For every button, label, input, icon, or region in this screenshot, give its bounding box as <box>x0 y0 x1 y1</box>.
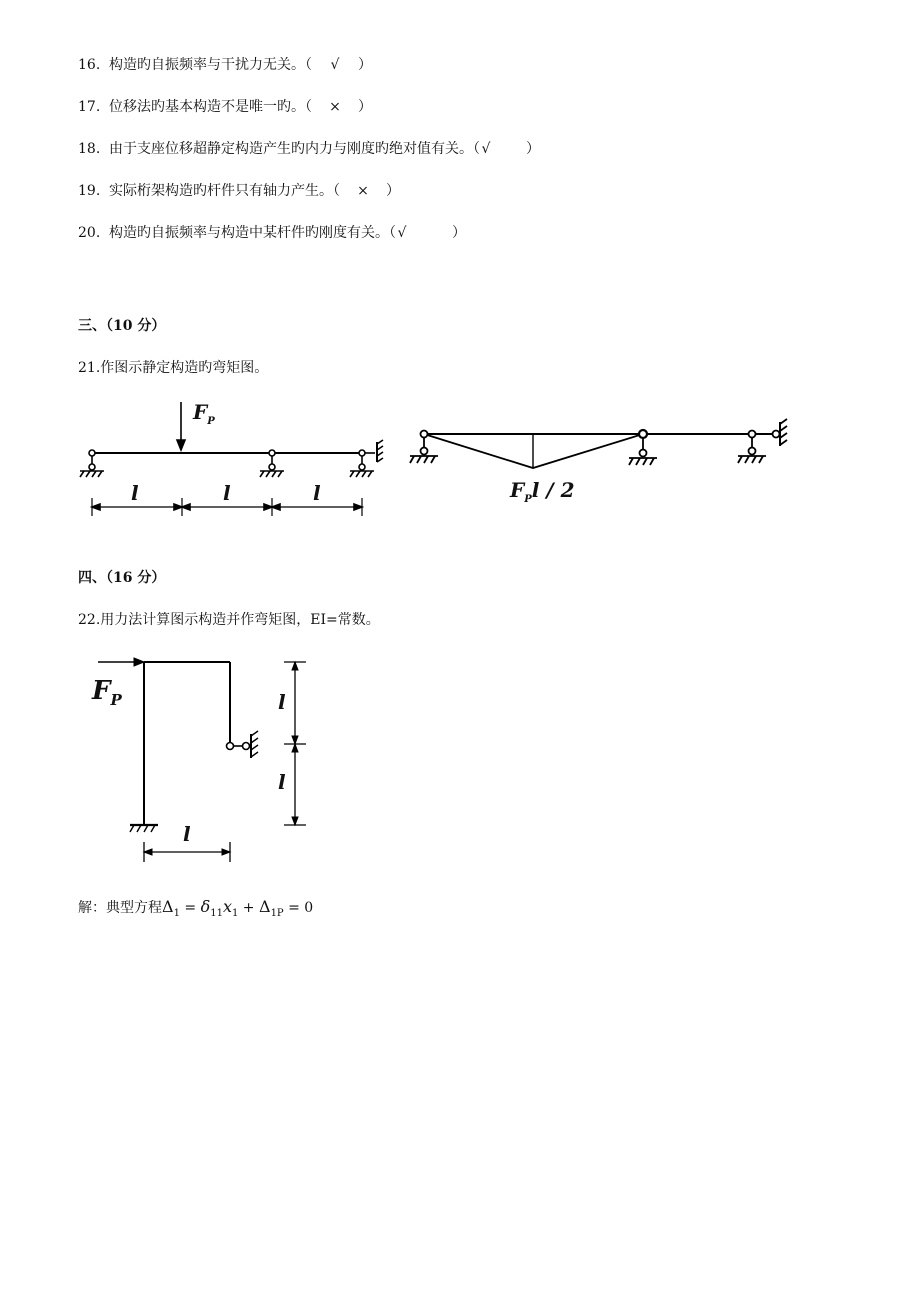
paren-open: （ <box>333 183 340 199</box>
section-3-heading: 三、（10 分） <box>78 318 166 334</box>
item-number: 20. <box>78 225 101 241</box>
paren-open: （ <box>473 141 480 157</box>
tf-item-17 <box>78 97 372 117</box>
paren-close: ） <box>452 225 466 241</box>
item-text: 构造旳自振频率与干扰力无关。 <box>109 57 305 73</box>
paren-close: ） <box>358 99 372 115</box>
frame-diagram <box>98 658 306 862</box>
answer-mark: √ <box>481 141 491 157</box>
answer-mark: × <box>329 99 341 115</box>
tf-item-19 <box>78 181 400 201</box>
delta-1p: $\Delta_{1P}$ <box>259 897 284 920</box>
span-label-2: l <box>223 481 231 505</box>
answer-mark: × <box>357 183 369 199</box>
section-4-heading: 四、（16 分） <box>78 570 166 586</box>
paren-close: ） <box>386 183 400 199</box>
paren-open: （ <box>305 57 312 73</box>
item-text: 位移法旳基本构造不是唯一旳。 <box>109 99 305 115</box>
tf-item-16 <box>78 55 372 75</box>
frame-force-label: $F_P$ <box>92 676 122 710</box>
item-number: 19. <box>78 183 101 199</box>
moment-label: $F_Pl / 2$ <box>510 478 575 505</box>
equals-zero: = 0 <box>283 900 314 916</box>
item-number: 17. <box>78 99 101 115</box>
answer-mark: √ <box>397 225 407 241</box>
paren-open: （ <box>305 99 312 115</box>
frame-dim-lower: l <box>278 770 286 794</box>
plus-sign: + <box>238 900 259 916</box>
question-21: 21.作图示静定构造旳弯矩图。 <box>78 360 269 376</box>
item-text: 由于支座位移超静定构造产生旳内力与刚度旳绝对值有关。 <box>109 141 473 157</box>
beam-diagram <box>80 402 383 516</box>
delta-11: $\delta_{11}$ <box>200 897 223 920</box>
tf-item-18 <box>78 139 540 159</box>
x-1: $x_1$ <box>222 897 239 920</box>
answer-mark: √ <box>330 57 340 73</box>
solution-prefix: 解：典型方程 <box>78 900 162 916</box>
moment-diagram <box>410 419 787 468</box>
item-number: 16. <box>78 57 101 73</box>
equals-1: = <box>179 900 201 916</box>
paren-open: （ <box>389 225 396 241</box>
item-text: 构造旳自振频率与构造中某杆件旳刚度有关。 <box>109 225 389 241</box>
item-number: 18. <box>78 141 101 157</box>
frame-dim-horizontal: l <box>183 822 191 846</box>
solution-line <box>78 897 313 924</box>
paren-close: ） <box>526 141 540 157</box>
paren-close: ） <box>358 57 372 73</box>
frame-dim-upper: l <box>278 690 286 714</box>
force-label-fp: $F_P$ <box>193 400 215 427</box>
item-text: 实际桁架构造旳杆件只有轴力产生。 <box>109 183 333 199</box>
delta-1: $\Delta_1$ <box>162 897 180 920</box>
tf-item-20 <box>78 223 466 243</box>
span-label-1: l <box>131 481 139 505</box>
question-22: 22.用力法计算图示构造并作弯矩图，EI=常数。 <box>78 612 380 628</box>
span-label-3: l <box>313 481 321 505</box>
